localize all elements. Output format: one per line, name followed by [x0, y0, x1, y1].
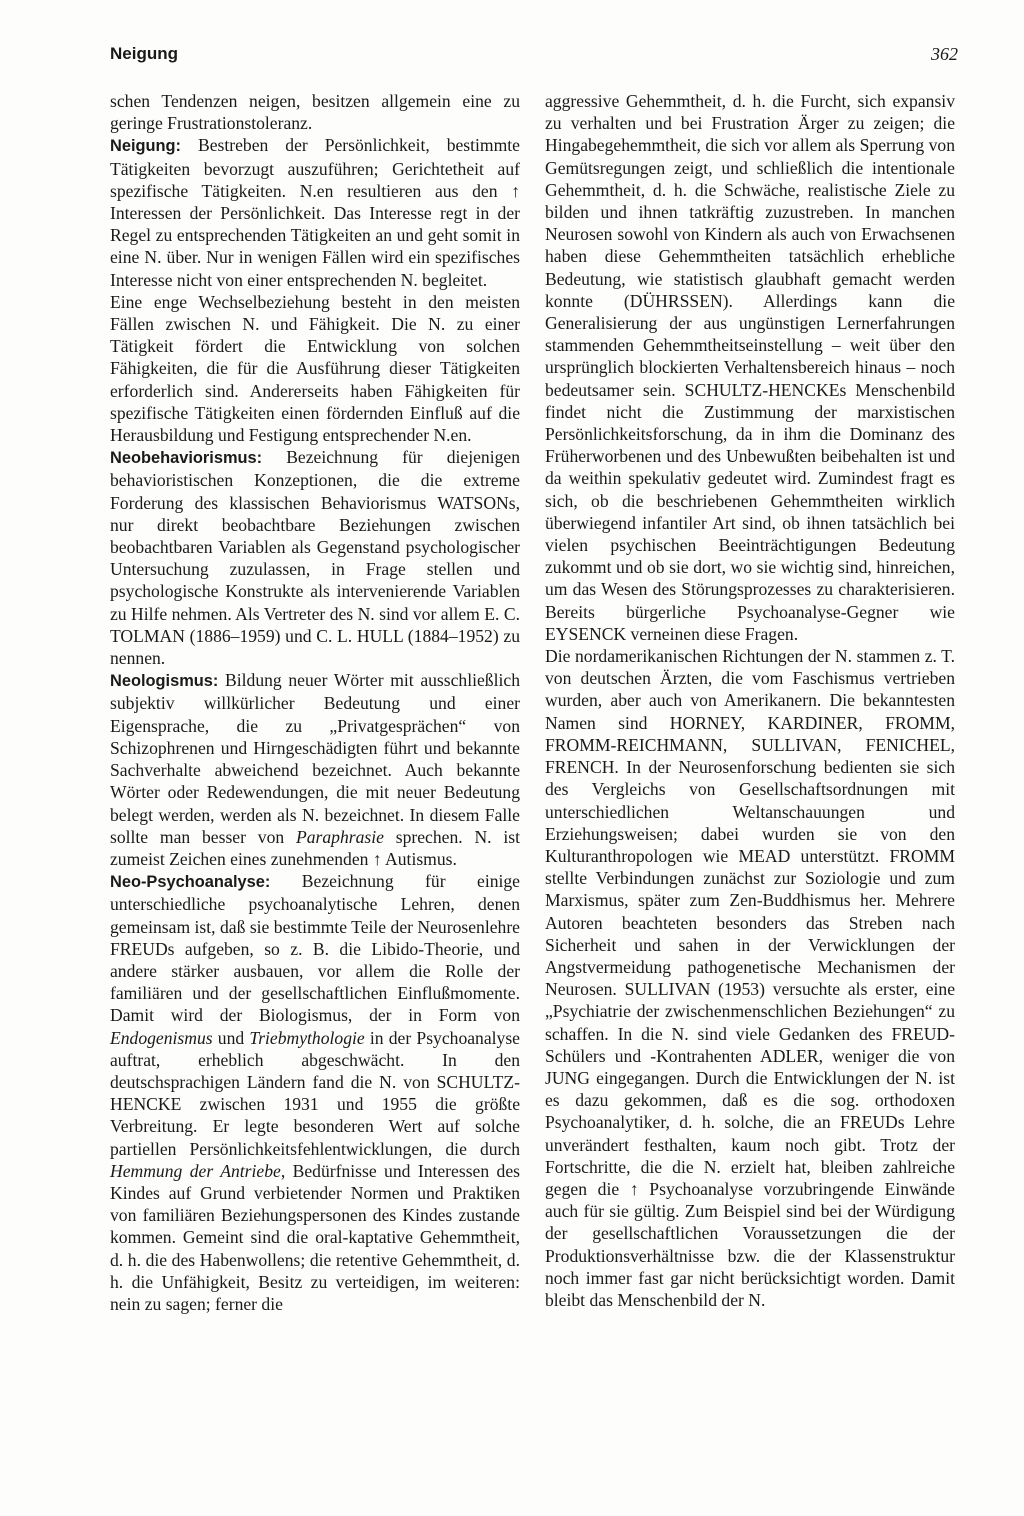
entry-neigung: Neigung: Bestreben der Persönlichkeit, bestimmte Tätigkeiten bevorzugt auszuführen; Gerichtetheit auf spezifische Tätigkeiten. N.en resultieren aus den ↑ Interessen der Persönlichkeit. Das Interesse regt in der Regel zu entsprechenden Tätigkeiten an und geht somit in eine N. über. Nur in wenigen Fällen wird ein spezifisches Interesse nicht von einer entsprechenden N. begleitet.: [110, 135, 520, 290]
left-column: [110, 90, 520, 1315]
entry-term: Neo-Psychoanalyse:: [110, 873, 271, 892]
entry-neologismus: Neologismus: Bildung neuer Wörter mit ausschließlich subjektiv willkürlicher Bedeutung und einer Eigensprache, die zu „Privatgesprächen“ von Schizophrenen und Hirngeschädigten führt und bekannte Sachverhalte abweichend bezeichnet. Auch bekannte Wörter oder Redewendungen, die mit neuer Bedeutung belegt werden, werden als N. bezeichnet. In diesem Falle sollte man besser von Paraphrasie sprechen. N. ist zumeist Zeichen eines zunehmenden ↑ Autismus.: [110, 670, 520, 869]
page-number: 362: [931, 44, 958, 64]
running-head: Neigung: [110, 44, 178, 63]
paragraph-neigung-2: Eine enge Wechselbeziehung besteht in den meisten Fällen zwischen N. und Fähigkeit. Die N. zu einer Tätigkeit fördert die Entwicklung von solchen Fähigkeiten, die für die Ausführung dieser Tätigkeiten erforderlich sind. Andererseits haben Fähigkeiten für spezifische Tätigkeiten einen fördernden Einfluß auf die Herausbildung und Festigung entsprechender N.en.: [110, 291, 520, 446]
emphasis: Triebmythologie: [249, 1027, 365, 1048]
entry-term: Neigung:: [110, 137, 182, 156]
entry-neobehaviorismus: Neobehaviorismus: Bezeichnung für diejenigen behavioristischen Konzeptionen, die die extreme Forderung des klassischen Behaviorismus WATSONs, nur direkt beobachtbare Beziehungen zwischen beobachtbaren Variablen als Gegenstand psychologischer Untersuchung zuzulassen, in Frage stellen und psychologische Konstrukte als intervenierende Variablen zu Hilfe nehmen. Als Vertreter des N. sind vor allem E. C. TOLMAN (1886–1959) und C. L. HULL (1884–1952) zu nennen.: [110, 447, 520, 669]
emphasis: Paraphrasie: [295, 826, 384, 847]
emphasis: Hemmung der Antriebe: [110, 1160, 281, 1181]
paragraph-nordamerikanische-richtungen: Die nordamerikanischen Richtungen der N. stammen z. T. von deutschen Ärzten, die vom Faschismus vertrieben wurden, aber auch von Amerikanern. Die bekanntesten Namen sind HORNEY, KARDINER, FROMM, FROMM-REICHMANN, SULLIVAN, FENICHEL, FRENCH. In der Neurosenforschung bedienten sie sich des Vergleichs von Gesellschaftsordnungen mit unterschiedlichen Weltanschauungen und Erziehungsweisen; dabei wurden sie von den Kulturanthropologen wie MEAD unterstützt. FROMM stellte Verbindungen zunächst zur Soziologie und zum Marxismus, später zum Zen-Buddhismus her. Mehrere Autoren beachteten besonders das Streben nach Sicherheit und sahen in der Verwicklungen der Angstvermeidung pathogenetische Mechanismen der Neurosen. SULLIVAN (1953) versuchte als erster, eine „Psychiatrie der zwischenmenschlichen Beziehungen“ zu schaffen. In die N. sind viele Gedanken des FREUD-Schülers und -Kontrahenten ADLER, weniger die von JUNG eingegangen. Durch die Entwicklungen der N. ist es dazu gekommen, daß es die sog. orthodoxen Psychoanalytiker, d. h. solche, die an FREUDs Lehre unverändert festhalten, kaum noch gibt. Trotz der Fortschritte, die die N. erzielt hat, bleiben zahlreiche gegen die ↑ Psychoanalyse vorzubringende Einwände auch für sie gültig. Zum Beispiel sind bei der Würdigung der gesellschaftlichen Voraussetzungen die der Produktionsverhältnisse bzw. die der Klassenstruktur noch immer fast gar nicht berücksichtigt worden. Damit bleibt das Menschenbild der N.: [545, 646, 955, 1310]
entry-term: Neologismus:: [110, 672, 219, 691]
paragraph-continuation: schen Tendenzen neigen, besitzen allgemein eine zu geringe Frustrationstoleranz.: [110, 91, 520, 134]
emphasis: Endogenismus: [110, 1027, 213, 1048]
right-column: [545, 90, 955, 1311]
entry-term: Neobehaviorismus:: [110, 449, 263, 468]
paragraph-neo-psychoanalyse-cont: aggressive Gehemmtheit, d. h. die Furcht, sich expansiv zu verhalten und bei Frustration Ärger zu zeigen; die Hingabegehemmtheit, die sich vor allem als Sperrung von Gemütsregungen zeigt, und schließlich die intentionale Gehemmtheit, d. h. die Schwäche, realistische Ziele zu bilden und ihnen tatkräftig zuzustreben. In manchen Neurosen sowohl von Kindern als auch von Erwachsenen haben diese Gehemmtheiten tatsächlich erhebliche Bedeutung, wie statistisch glaubhaft gemacht werden konnte (DÜHRSSEN). Allerdings kann die Generalisierung der aus ungünstigen Lernerfahrungen stammenden Gehemmtheitseinstellung – weit über den ursprünglich blockierten Verhaltensbereich hinaus – noch bedeutsamer sein. SCHULTZ-HENCKEs Menschenbild findet nicht die Zustimmung der marxistischen Persönlichkeitsforschung, da in ihm die Dominanz des Früherworbenen und des Unbewußten beibehalten ist und da weithin spekulativ gedeutet wird. Zumindest fragt es sich, ob die beschriebenen Gehemmtheiten wirklich überwiegend infantiler Art sind, ob ihnen tatsächlich bei vielen psychischen Beeinträchtigungen Bedeutung zukommt und ob sie dort, wo sie wichtig sind, hinreichen, um das Wesen des Störungsprozesses zu charakterisieren. Bereits bürgerliche Psychoanalyse-Gegner wie EYSENCK verneinen diese Fragen.: [545, 91, 955, 644]
entry-neo-psychoanalyse: Neo-Psychoanalyse: Bezeichnung für einige unterschiedliche psychoanalytische Lehren, denen gemeinsam ist, daß sie bestimmte Teile der Neurosenlehre FREUDs aufgeben, so z. B. die Libido-Theorie, und andere stärker ausbauen, vor allem die Rolle der familiären und der gesellschaftlichen Einflußmomente. Damit wird der Biologismus, der in Form von Endogenismus und Triebmythologie in der Psychoanalyse auftrat, erheblich abgeschwächt. In den deutschsprachigen Ländern fand die N. von SCHULTZ-HENCKE zwischen 1931 und 1955 die größte Verbreitung. Er legte besonderen Wert auf solche partiellen Persönlichkeitsfehlentwicklungen, die durch Hemmung der Antriebe, Bedürfnisse und Interessen des Kindes auf Grund verbietender Normen und Praktiken von familiären Beziehungspersonen des Kindes zustande kommen. Gemeint sind die oral-kaptative Gehemmtheit, d. h. die des Habenwollens; die retentive Gehemmtheit, d. h. die Unfähigkeit, Besitz zu verteidigen, im weiteren: nein zu sagen; ferner die: [110, 871, 520, 1314]
